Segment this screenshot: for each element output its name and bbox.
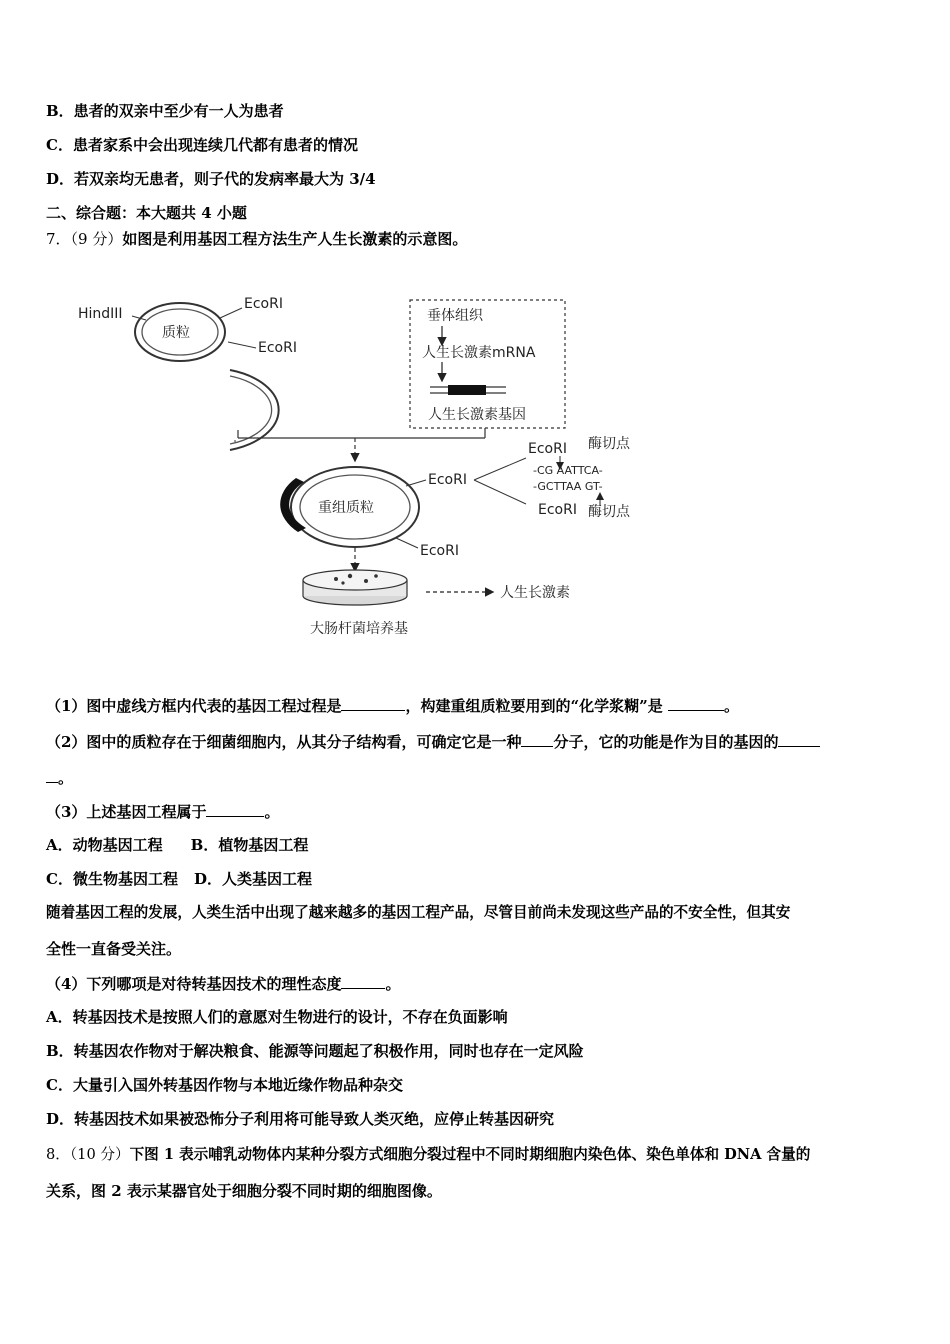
q7-part2 (46, 731, 902, 752)
option-b: B．植物基因工程 (190, 836, 309, 854)
option-c: C．微生物基因工程 (46, 870, 178, 888)
plasmid-label: 质粒 (162, 325, 190, 341)
option-a: A．动物基因工程 (46, 836, 163, 854)
mrna-label: 人生长激素mRNA (422, 345, 536, 361)
q7-part4-option-c: C．大量引入国外转基因作物与本地近缘作物品种杂交 (46, 1076, 403, 1094)
q7-part2-text-c: 。 (58, 769, 74, 787)
answer-blank[interactable] (521, 731, 553, 747)
question-number: 7．（9 分） (46, 230, 123, 248)
ecori-site-bottom: EcoRI (538, 502, 577, 518)
recombinant-label: 重组质粒 (318, 500, 374, 516)
ecori-label-mid: EcoRI (258, 340, 297, 356)
paragraph-line-2: 全性一直备受关注。 (46, 940, 182, 958)
hindiii-label: HindIII (78, 306, 123, 322)
option-d: D．人类基因工程 (193, 870, 312, 888)
answer-blank[interactable] (206, 801, 264, 817)
ecori-label-right: EcoRI (428, 472, 467, 488)
gene-label: 人生长激素基因 (428, 407, 526, 423)
ecori-label-bottom: EcoRI (420, 543, 459, 559)
question-text: 如图是利用基因工程方法生产人生长激素的示意图。 (122, 230, 468, 248)
q7-part4 (46, 973, 902, 994)
hormone-label: 人生长激素 (500, 585, 570, 601)
q7-part1-text-c: 。 (723, 697, 739, 715)
sequence-top: -CG AATTCA- (533, 464, 603, 477)
pituitary-label: 垂体组织 (427, 308, 483, 324)
culture-dish (303, 570, 407, 605)
q7-part3-options-ab (46, 835, 902, 855)
question-8-text-a: 下图 1 表示哺乳动物体内某种分裂方式细胞分裂过程中不同时期细胞内染色体、染色单体和 DNA 含量的 (129, 1146, 811, 1163)
section-heading: 二、综合题：本大题共 4 小题 (46, 204, 247, 222)
option-b-q6: B．患者的双亲中至少有一人为患者 (46, 102, 284, 120)
sequence-bottom: -GCTTAA GT- (533, 480, 603, 493)
answer-blank[interactable] (341, 695, 405, 711)
q7-part1-text-a: （1）图中虚线方框内代表的基因工程过程是 (46, 697, 342, 715)
paragraph-line-1: 随着基因工程的发展，人类生活中出现了越来越多的基因工程产品，尽管目前尚未发现这些产品的不安全性，但其安 (46, 904, 791, 921)
q7-part1 (46, 695, 902, 716)
cut-site-bottom: 酶切点 (588, 504, 630, 520)
q7-part2-text-b: 分子，它的功能是作为目的基因的 (553, 733, 779, 751)
question-8-stem (46, 1145, 902, 1165)
gene-engineering-diagram (70, 290, 670, 650)
q7-part4-option-d: D．转基因技术如果被恐怖分子利用将可能导致人类灭绝，应停止转基因研究 (46, 1110, 555, 1128)
q7-part3-text: （3）上述基因工程属于 (46, 803, 207, 821)
option-d-q6: D．若双亲均无患者，则子代的发病率最大为 3/4 (46, 170, 376, 188)
medium-label: 大肠杆菌培养基 (310, 621, 408, 637)
q7-part4-end: 。 (385, 975, 401, 993)
q7-part1-text-b: ，构建重组质粒要用到的“化学浆糊”是 (405, 697, 668, 715)
answer-blank[interactable] (668, 695, 724, 711)
q7-part3-options-cd (46, 869, 902, 889)
cut-site-top: 酶切点 (588, 436, 630, 452)
answer-blank[interactable] (46, 767, 58, 783)
question-7-stem (46, 229, 902, 249)
option-c-q6: C．患者家系中会出现连续几代都有患者的情况 (46, 136, 358, 154)
question-number: 8．（10 分） (46, 1146, 130, 1163)
q7-part2-text-a: （2）图中的质粒存在于细菌细胞内，从其分子结构看，可确定它是一种 (46, 733, 522, 751)
q7-part4-option-a: A．转基因技术是按照人们的意愿对生物进行的设计，不存在负面影响 (46, 1008, 508, 1026)
answer-blank[interactable] (778, 731, 820, 747)
q7-part4-text: （4）下列哪项是对待转基因技术的理性态度 (46, 975, 342, 993)
ecori-label-top: EcoRI (244, 296, 283, 312)
q7-part4-option-b: B．转基因农作物对于解决粮食、能源等问题起了积极作用，同时也存在一定风险 (46, 1042, 584, 1060)
q7-part3-end: 。 (264, 803, 280, 821)
q7-part3 (46, 801, 902, 822)
answer-blank[interactable] (341, 973, 385, 989)
q7-part2-continued (46, 767, 902, 788)
ecori-site-top: EcoRI (528, 441, 567, 457)
question-8-stem-continued: 关系，图 2 表示某器官处于细胞分裂不同时期的细胞图像。 (46, 1182, 442, 1200)
gene-fragment (448, 385, 486, 395)
